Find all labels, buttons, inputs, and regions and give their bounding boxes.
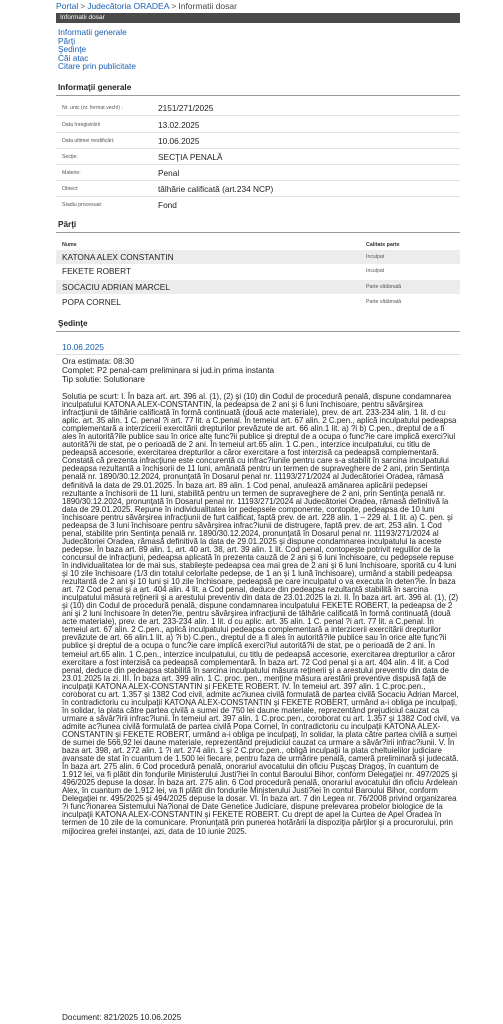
- field-label-registration-date: Data înregistrării: [62, 122, 101, 128]
- breadcrumb-portal-link[interactable]: Portal: [56, 1, 79, 11]
- field-value-object: tâlhărie calificată (art.234 NCP): [158, 184, 274, 194]
- divider: [56, 115, 460, 116]
- hearing-panel: Complet: P2 penal-cam preliminara si jud.in prima instanta: [62, 366, 275, 375]
- divider: [56, 148, 460, 149]
- solution-text: Solutia pe scurt: I. În baza art. art. 396 al. (1), (2) şi (10) din Codul de procedură penală, dispune condamnarea inculpatului KATONA ALEX-CONSTANTIN, la pedeapsa de 2 ani şi 6 luni închisoare, pentru săvârşirea infracţiunii de tâlhărie calificată în formă continuată (două acte materiale), prev. de art. 233-234 alin. 1 lit. d cu aplic. art. 35 alin. 1 C. penal ?i art. 77 lit. a C.penal. În temeiul art. 67 alin. 2 C.pen., aplică inculpatului pedeapsa complementară a interzicerii exercitării drepturilor prevăzute de art. 66 alin.1 lit. a) ?i b) C.pen., dreptul de a fi ales în autorită?ile publice sau în orice alte func?ii publice şi dreptul de a ocupa o func?ie care implică exerci?iul autorită?ii de stat, pe o perioadă de 2 ani. În temeiul art.65 alin. 1 C.pen., interzice inculpatului, cu titlu de pedeapsă accesorie, exercitarea drepturilor a căror exercitare a fost interzisă ca pedeapsă complementară. Constată că prezenta infracţiune este concurentă cu infrac?iunile pentru care s-a stabilit în sarcina inculpatului pedeapsa rezultantă a închisorii de 11 luni, amânată pentru un termen de supraveghere de 2 ani, prin Sentinţa penală nr. 1890/30.12.2024, pronunţată în Dosarul penal nr. 11193/271/2024 al Judecătoriei Oradea, rămasă definitivă la data de 29.01.2025. În baza art. 89 alin. 1 Cod penal, anulează amânarea aplicării pedepsei rezultante a închisorii de 11 luni, stabilită pentru un termen de supraveghere de 2 ani, prin Sentinţa penală nr. 1890/30.12.2024, pronunţată în Dosarul penal nr. 11193/271/2024 al Judecătoriei Oradea, rămasă definitivă la data de 29.01.2025. Repune în individualitatea lor pedepsele componente, contopite, pedeapsa de 10 luni închisoare pentru săvârşirea infracţiunii de furt calificat, faptă prev. de art. 228 alin. 1 – 229 al. 1 lit. a) C. pen. şi pedeapsa de 3 luni închisoare pentru săvârşirea infrac?iunii de distrugere, faptă prev. de art. 253 alin. 1 Cod penal, stabilite prin Sentinţa penală nr. 1890/30.12.2024, pronunţată în Dosarul penal nr. 11193/271/2024 al Judecătoriei Oradea, rămasă definitivă la data de 29.01.2025 şi dispune condamnarea inculpatului la aceste pedepse. În baza art. 89 alin. 1, art. 40 art. 38, art. 39 alin. 1 lit. Cod penal, contopeşte potrivit regulilor de la concursul de infracţiuni, pedeapsa aplicată în prezenta cauză de 2 ani şi 6 luni închisoare, cu pedepsele repuse în individualitatea lor de mai sus, stabileşte pedeapsa cea mai grea de 2 ani şi 6 luni închisoare, sporită cu 4 luni şi 10 zile închisoare (1/3 din totalul celorlalte pedepse, de 1 an şi 1 lună închisoare), urmând a stabili pedeapsa rezultantă de 2 ani şi 10 luni şi 10 zile închisoare, pedeapsă pe care inculpatul o va executa în deten?ie. În baza art. 72 Cod penal şi a art. 404 alin. 4 lit. a Cod penal, deduce din pedeapsa rezultantă stabilită în sarcina inculpatului măsura reţinerii şi a arestului preventiv din data de 23.01.2025 la zi. II. În baza art. art. 396 al. (1), (2) şi (10) din Codul de procedură penală, dispune condamnarea inculpatului FEKETE ROBERT, la pedeapsa de 2 ani şi 2 luni închisoare în deten?ie, pentru săvârşirea infracţiunii de tâlhărie calificată în formă continuată (două acte materiale), prev. de art. 233-234 alin. 1 lit. d cu aplic. art. 35 alin. 1 C. penal ?i art. 77 lit. a C.penal. În temeiul art. 67 alin. 2 C.pen., aplică inculpatului pedeapsa complementară a interzicerii exercitării drepturilor prevăzute de art. 66 alin.1 lit. a) ?i b) C.pen., dreptul de a fi ales în autorită?ile publice sau în orice alte func?ii publice şi dreptul de a ocupa o func?ie care implică exerci?iul autorită?ii de stat, pe o perioadă de 2 ani. În temeiul art.65 alin. 1 C.pen., interzice inculpatului, cu titlu de pedeapsă accesorie, exercitarea drepturilor a căror exercitare a fost interzisă ca pedeapsă complementară. În baza art. 72 Cod penal şi a art. 404 alin. 4 lit. a Cod penal, deduce din pedeapsa stabilită în sarcina inculpatului măsura reţinerii şi a arestului preventiv din data de 23.01.2025 la zi. III. În baza art. 399 alin. 1 C. proc. pen., menţine măsura arestării preventive dispusă faţă de inculpaţii KATONA ALEX-CONSTANTIN şi FEKETE ROBERT. IV. În temeiul art. 397 alin. 1 C.proc.pen., coroborat cu art. 1.357 şi 1382 Cod civil, admite ac?iunea civilă formulată de partea civilă Socaciu Adrian Marcel, în contradictoriu cu inculpaţii KATONA ALEX-CONSTANTIN şi FEKETE ROBERT, urmând a-i obliga pe inculpaţi, în solidar, la plata către partea civilă a sumei de 750 lei daune materiale, reprezentând prejudiciul cauzat ca urmare a săvâr?irii infrac?iunii. În temeiul art. 397 alin. 1 C.proc.pen., coroborat cu art. 1.357 şi 1382 Cod civil, va admite ac?iunea civilă formulată de partea civilă Popa Cornel, în contradictoriu cu inculpaţii KATONA ALEX-CONSTANTIN şi FEKETE ROBERT, urmând a-i obliga pe inculpaţi, în solidar, la plata către partea civilă a sumei de sumei de 566,92 lei daune materiale, reprezentând prejudiciul cauzat ca urmare a săvâr?irii infrac?iunii. V. În baza art. 398, art. 272 alin. 1 ?i art. 274 alin. 1 şi 2 C.proc.pen., obligă inculpaţii la plata cheltuielilor judiciare avansate de stat în cuantum de 1.500 lei fiecare, pentru faza de urmărire penală, cameră preliminară şi judecată. În baza art. 275 alin. 6 Cod procedură penală, onorariul avocatului din oficiu Puşcaş Dragoş, în cuantum de 1.912 lei, va fi plătit din fondurile Ministerului Justi?iei în contul Baroului Bihor, conform Delegaţiei nr. 497/2025 şi 496/2025 depuse la dosar. În baza art. 275 alin. 6 Cod procedură penală, onorariul avocatului din oficiu Ardelean Alex, în cuantum de 1.912 lei, va fi plătit din fondurile Ministerului Justi?iei în contul Baroului Bihor, conform Delegaţiei nr. 495/2025 şi 494/2025 depuse la dosar. VI. În baza art. 7 din Legea nr. 76/2008 privind organizarea ?i func?ionarea Sistemului Na?ional de Date Genetice Judiciare, dispune prelevarea probelor biologice de la inculpaţii KATONA ALEX-CONSTANTIN şi FEKETE ROBERT. Cu drept de apel la Curtea de Apel Oradea în termen de 10 zile de la comunicare. Pronunţată prin punerea hotărârii la dispoziţia părţilor şi a procurorului, prin mijlocirea grefei instanţei, azi, data de 10 iunie 2025.: [62, 392, 460, 836]
- field-value-matter: Penal: [158, 168, 180, 178]
- field-value-registration-date: 13.02.2025: [158, 120, 200, 130]
- nav-link-appeals[interactable]: Căi atac: [58, 52, 89, 63]
- divider: [56, 232, 460, 233]
- breadcrumb-separator: >: [80, 1, 86, 11]
- party-name: POPA CORNEL: [62, 297, 121, 307]
- nav-link-hearings[interactable]: Şedinţe: [58, 44, 87, 55]
- breadcrumb: [56, 1, 237, 11]
- solution-type: Tip solutie: Solutionare: [62, 375, 145, 384]
- table-row: [56, 264, 460, 278]
- party-name: SOCACIU ADRIAN MARCEL: [62, 282, 170, 292]
- document-reference: Document: 821/2025 10.06.2025: [62, 1013, 182, 1022]
- field-value-last-modified: 10.06.2025: [158, 136, 200, 146]
- party-quality: Inculpat: [366, 254, 385, 260]
- party-quality: Parte vătămată: [366, 284, 402, 290]
- nav-link-parties[interactable]: Părţi: [58, 35, 76, 46]
- party-name: KATONA ALEX CONSTANTIN: [62, 252, 174, 262]
- divider: [56, 354, 460, 355]
- section-nav: [58, 28, 136, 71]
- hearing-date: 10.06.2025: [62, 342, 104, 352]
- table-row: [56, 295, 460, 309]
- party-quality: Inculpat: [366, 268, 385, 274]
- breadcrumb-separator: >: [171, 1, 177, 11]
- hearing-time: Ora estimata: 08:30: [62, 357, 134, 366]
- field-label-section: Secţie:: [62, 154, 78, 160]
- table-row: [56, 280, 460, 294]
- nav-link-general[interactable]: Informatii generale: [58, 27, 127, 37]
- column-header-name: Nume: [62, 242, 77, 248]
- divider: [56, 196, 460, 197]
- breadcrumb-court-link[interactable]: Judecătoria ORADEA: [87, 1, 170, 11]
- field-label-matter: Materie:: [62, 170, 81, 176]
- field-label-last-modified: Data ultimei modificări:: [62, 138, 115, 144]
- party-name: FEKETE ROBERT: [62, 266, 132, 276]
- solution-summary: [62, 393, 460, 836]
- page-title-bar: Informatii dosar: [56, 13, 460, 23]
- divider: [56, 180, 460, 181]
- field-value-case-number: 2151/271/2025: [158, 103, 214, 113]
- field-value-stage: Fond: [158, 200, 177, 210]
- table-row: [56, 250, 460, 264]
- breadcrumb-current: Informatii dosar: [178, 1, 237, 11]
- divider: [56, 132, 460, 133]
- field-value-section: SECŢIA PENALĂ: [158, 152, 223, 162]
- hearings-heading: Şedinţe: [58, 319, 88, 328]
- general-info-heading: Informaţii generale: [58, 83, 132, 92]
- parties-heading: Părţi: [58, 220, 77, 229]
- party-quality: Parte vătămată: [366, 299, 402, 305]
- field-label-stage: Stadiu procesual:: [62, 202, 103, 208]
- column-header-quality: Calitate parte: [366, 242, 400, 248]
- field-label-object: Obiect:: [62, 186, 79, 192]
- nav-link-publicity[interactable]: Citare prin publicitate: [58, 61, 136, 72]
- divider: [56, 331, 460, 332]
- field-label-case-number: Nr. unic (nr. format vechi) :: [62, 105, 123, 111]
- divider: [56, 95, 460, 96]
- divider: [56, 164, 460, 165]
